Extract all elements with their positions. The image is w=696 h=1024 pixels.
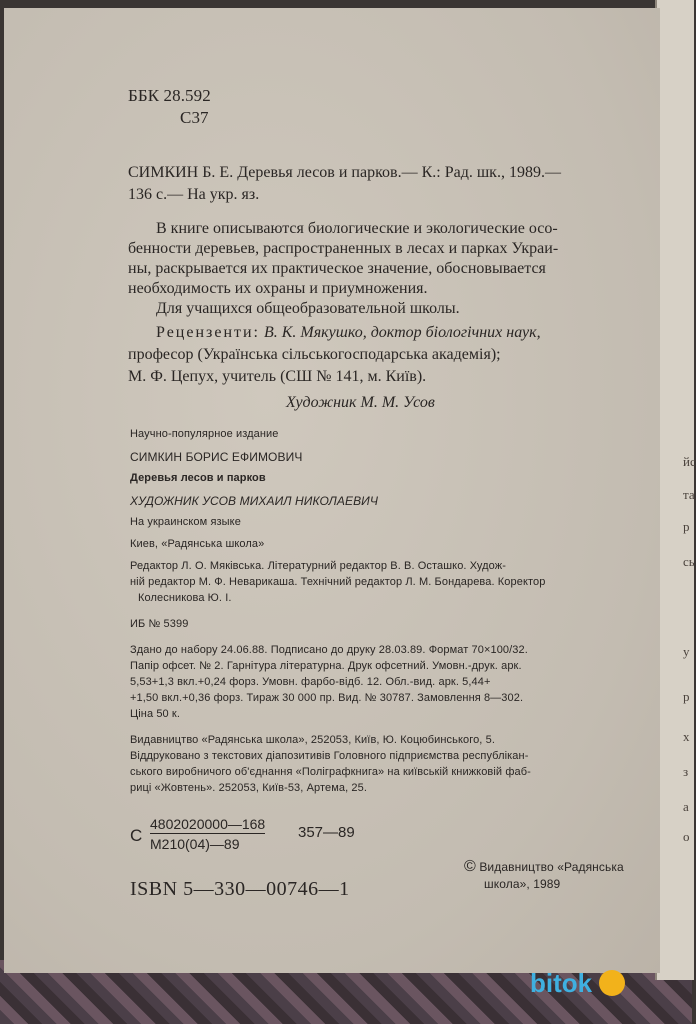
ib-number: ИБ № 5399 bbox=[130, 618, 189, 630]
annotation-line: ны, раскрывается их практическое значение, обосновывается bbox=[128, 260, 546, 277]
editors-line: ній редактор М. Ф. Неварикаша. Технічний редактор Л. М. Бондарева. Коректор bbox=[130, 576, 546, 588]
adjacent-page-text: о bbox=[683, 829, 690, 844]
printer-line: ського виробничого об'єднання «Поліграфкнига» на київській книжковій фаб- bbox=[130, 766, 531, 778]
editors-line: Колесникова Ю. І. bbox=[138, 592, 232, 604]
adjacent-page-edge bbox=[655, 0, 694, 980]
adjacent-page-text: р bbox=[683, 519, 690, 534]
reviewers-line bbox=[156, 324, 541, 342]
code-denominator: М210(04)—89 bbox=[150, 836, 240, 852]
citation-line: 136 с.— На укр. яз. bbox=[128, 186, 260, 203]
book-page bbox=[4, 8, 660, 973]
reviewers-label: Рецензенти: bbox=[156, 324, 260, 341]
tech-line: +1,50 вкл.+0,36 форз. Тираж 30 000 пр. Вид. № 30787. Замовлення 8—302. bbox=[130, 692, 524, 704]
reviewers-name: В. К. Мякушко, доктор біологічних наук, bbox=[264, 324, 541, 341]
adjacent-page-text: а bbox=[683, 799, 689, 814]
watermark-logo bbox=[530, 968, 680, 1008]
author-index: С37 bbox=[180, 108, 209, 127]
tech-line: Папір офсет. № 2. Гарнітура літературна. Друк офсетний. Умовн.-друк. арк. bbox=[130, 660, 522, 672]
artist-credit: Художник М. М. Усов bbox=[286, 394, 435, 411]
imprint-title: Деревья лесов и парков bbox=[130, 472, 266, 484]
copyright-block bbox=[464, 858, 624, 876]
adjacent-page-text: р bbox=[683, 689, 690, 704]
printer-line: Видавництво «Радянська школа», 252053, Київ, Ю. Коцюбинського, 5. bbox=[130, 734, 495, 746]
reviewers-line: М. Ф. Цепух, учитель (СШ № 141, м. Київ). bbox=[128, 368, 427, 385]
adjacent-page-text: та bbox=[683, 487, 695, 502]
imprint-author: СИМКИН БОРИС ЕФИМОВИЧ bbox=[130, 450, 303, 464]
code-numerator: 4802020000—168 bbox=[150, 816, 266, 832]
printer-line: риці «Жовтень». 252053, Київ-53, Артема, 25. bbox=[130, 782, 368, 794]
code-prefix: С bbox=[130, 826, 143, 845]
edition-type: Научно-популярное издание bbox=[130, 428, 279, 440]
imprint-language: На украинском языке bbox=[130, 516, 241, 528]
adjacent-page-text: з bbox=[683, 764, 689, 779]
watermark-dot-icon bbox=[599, 970, 625, 996]
watermark-text: bitok bbox=[530, 968, 593, 998]
annotation-line: В книге описываются биологические и экологические осо- bbox=[156, 220, 558, 237]
annotation-line: необходимость их охраны и приумножения. bbox=[128, 280, 428, 297]
adjacent-page-text: х bbox=[683, 729, 690, 744]
code-suffix: 357—89 bbox=[298, 824, 355, 841]
reviewers-line: професор (Українська сільськогосподарська академія); bbox=[128, 346, 501, 363]
imprint-publisher: Киев, «Радянська школа» bbox=[130, 538, 265, 550]
isbn: ISBN 5—330—00746—1 bbox=[130, 878, 350, 900]
annotation-line: бенности деревьев, распространенных в лесах и парках Украи- bbox=[128, 240, 559, 257]
printer-line: Віддруковано з текстових діапозитивів Головного підприємства республікан- bbox=[130, 750, 529, 762]
tech-line: 5,53+1,3 вкл.+0,24 форз. Умовн. фарбо-відб. 12. Обл.-вид. арк. 5,44+ bbox=[130, 676, 491, 688]
copyright-line: школа», 1989 bbox=[484, 877, 561, 891]
copyright-symbol: © bbox=[464, 858, 476, 875]
editors-line: Редактор Л. О. Мяківська. Літературний редактор В. В. Осташко. Худож- bbox=[130, 560, 506, 572]
adjacent-page-text: сь bbox=[683, 554, 695, 569]
tech-line: Ціна 50 к. bbox=[130, 708, 180, 720]
annotation-line: Для учащихся общеобразовательной школы. bbox=[156, 300, 460, 317]
citation-line: СИМКИН Б. Е. Деревья лесов и парков.— К.: Рад. шк., 1989.— bbox=[128, 164, 561, 181]
bbk-code: ББК 28.592 bbox=[128, 86, 211, 105]
adjacent-page-text: у bbox=[683, 644, 690, 659]
copyright-line: Видавництво «Радянська bbox=[479, 860, 624, 874]
tech-line: Здано до набору 24.06.88. Подписано до друку 28.03.89. Формат 70×100/32. bbox=[130, 644, 528, 656]
imprint-artist: ХУДОЖНИК УСОВ МИХАИЛ НИКОЛАЕВИЧ bbox=[130, 494, 379, 508]
adjacent-page-text: йс bbox=[683, 454, 696, 469]
